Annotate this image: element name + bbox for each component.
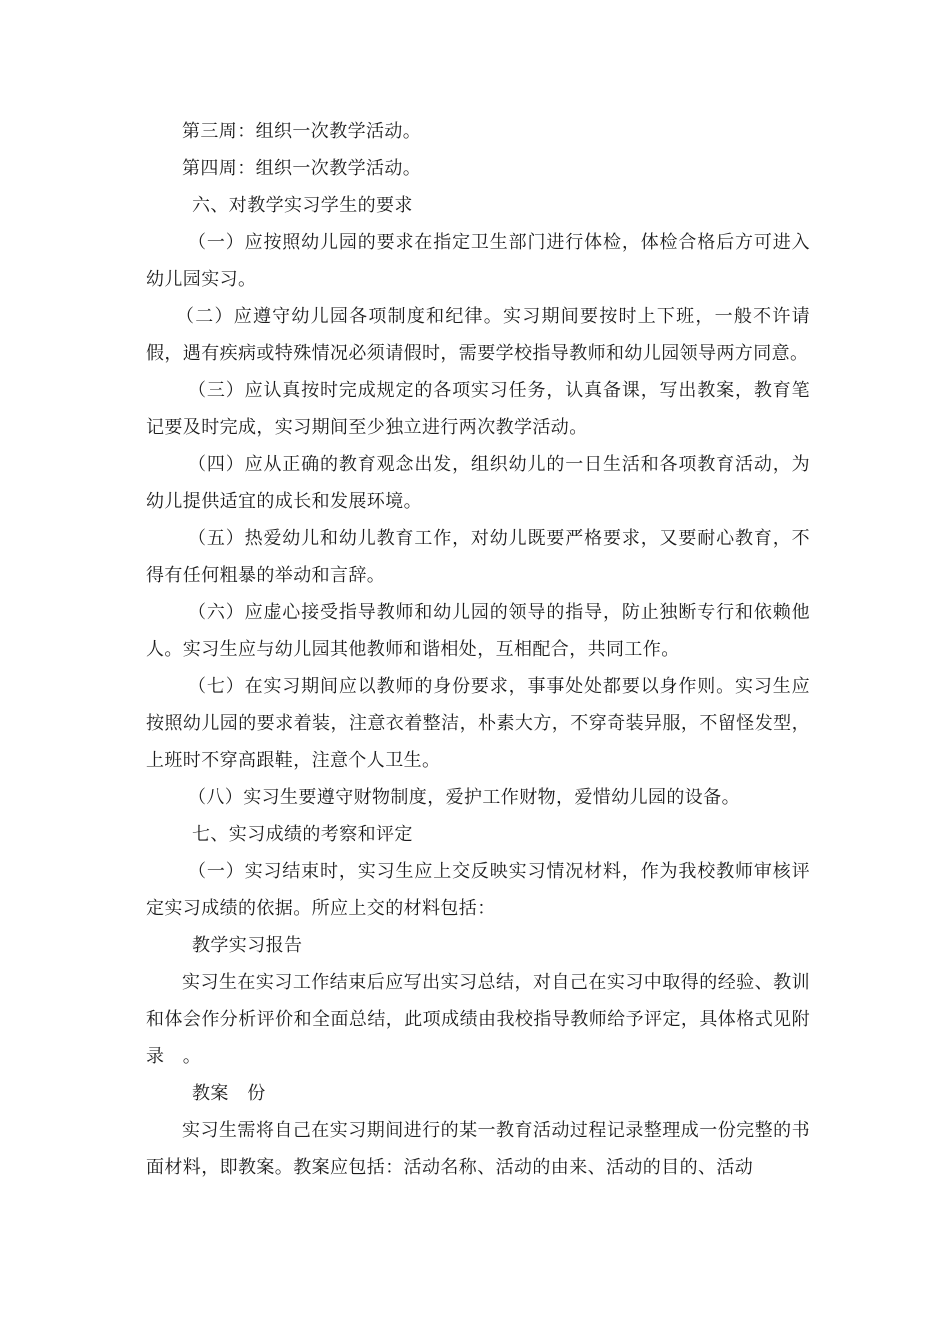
paragraph-requirement-5: （五）热爱幼儿和幼儿教育工作，对幼儿既要严格要求，又要耐心教育，不得有任何粗暴的举动和言辞。 xyxy=(146,528,810,586)
paragraph-requirement-1: （一）应按照幼儿园的要求在指定卫生部门进行体检，体检合格后方可进入幼儿园实习。 xyxy=(146,232,810,290)
paragraph-week-three: 第三周：组织一次教学活动。 xyxy=(182,121,422,142)
subheading-internship-report: 教学实习报告 xyxy=(192,935,303,956)
paragraph-requirement-6: （六）应虚心接受指导教师和幼儿园的领导的指导，防止独断专行和依赖他人。实习生应与幼儿园其他教师和谐相处，互相配合，共同工作。 xyxy=(146,602,810,660)
paragraph-week-four: 第四周：组织一次教学活动。 xyxy=(182,158,422,179)
section-heading-requirements: 六、对教学实习学生的要求 xyxy=(192,195,413,216)
paragraph-requirement-7: （七）在实习期间应以教师的身份要求，事事处处都要以身作则。实习生应按照幼儿园的要求着装，注意衣着整洁，朴素大方，不穿奇装异服，不留怪发型，上班时不穿高跟鞋，注意个人卫生。 xyxy=(146,676,810,771)
paragraph-requirement-8: （八）实习生要遵守财物制度，爱护工作财物，爱惜幼儿园的设备。 xyxy=(188,787,740,808)
subheading-lesson-plan: 教案 份 xyxy=(192,1083,266,1104)
paragraph-lesson-plan: 实习生需将自己在实习期间进行的某一教育活动过程记录整理成一份完整的书面材料，即教案。教案应包括：活动名称、活动的由来、活动的目的、活动 xyxy=(146,1120,810,1178)
paragraph-requirement-4: （四）应从正确的教育观念出发，组织幼儿的一日生活和各项教育活动，为幼儿提供适宜的成长和发展环境。 xyxy=(146,454,810,512)
paragraph-requirement-2: （二）应遵守幼儿园各项制度和纪律。实习期间要按时上下班，一般不许请假，遇有疾病或特殊情况必须请假时，需要学校指导教师和幼儿园领导两方同意。 xyxy=(146,306,810,364)
paragraph-evaluation-1: （一）实习结束时，实习生应上交反映实习情况材料，作为我校教师审核评定实习成绩的依据。所应上交的材料包括： xyxy=(146,861,810,919)
section-heading-evaluation: 七、实习成绩的考察和评定 xyxy=(192,824,413,845)
paragraph-requirement-3: （三）应认真按时完成规定的各项实习任务，认真备课，写出教案，教育笔记要及时完成，实习期间至少独立进行两次教学活动。 xyxy=(146,380,810,438)
document-body xyxy=(146,113,810,1186)
paragraph-internship-report: 实习生在实习工作结束后应写出实习总结，对自己在实习中取得的经验、教训和体会作分析评价和全面总结，此项成绩由我校指导教师给予评定，具体格式见附录 。 xyxy=(146,972,810,1067)
